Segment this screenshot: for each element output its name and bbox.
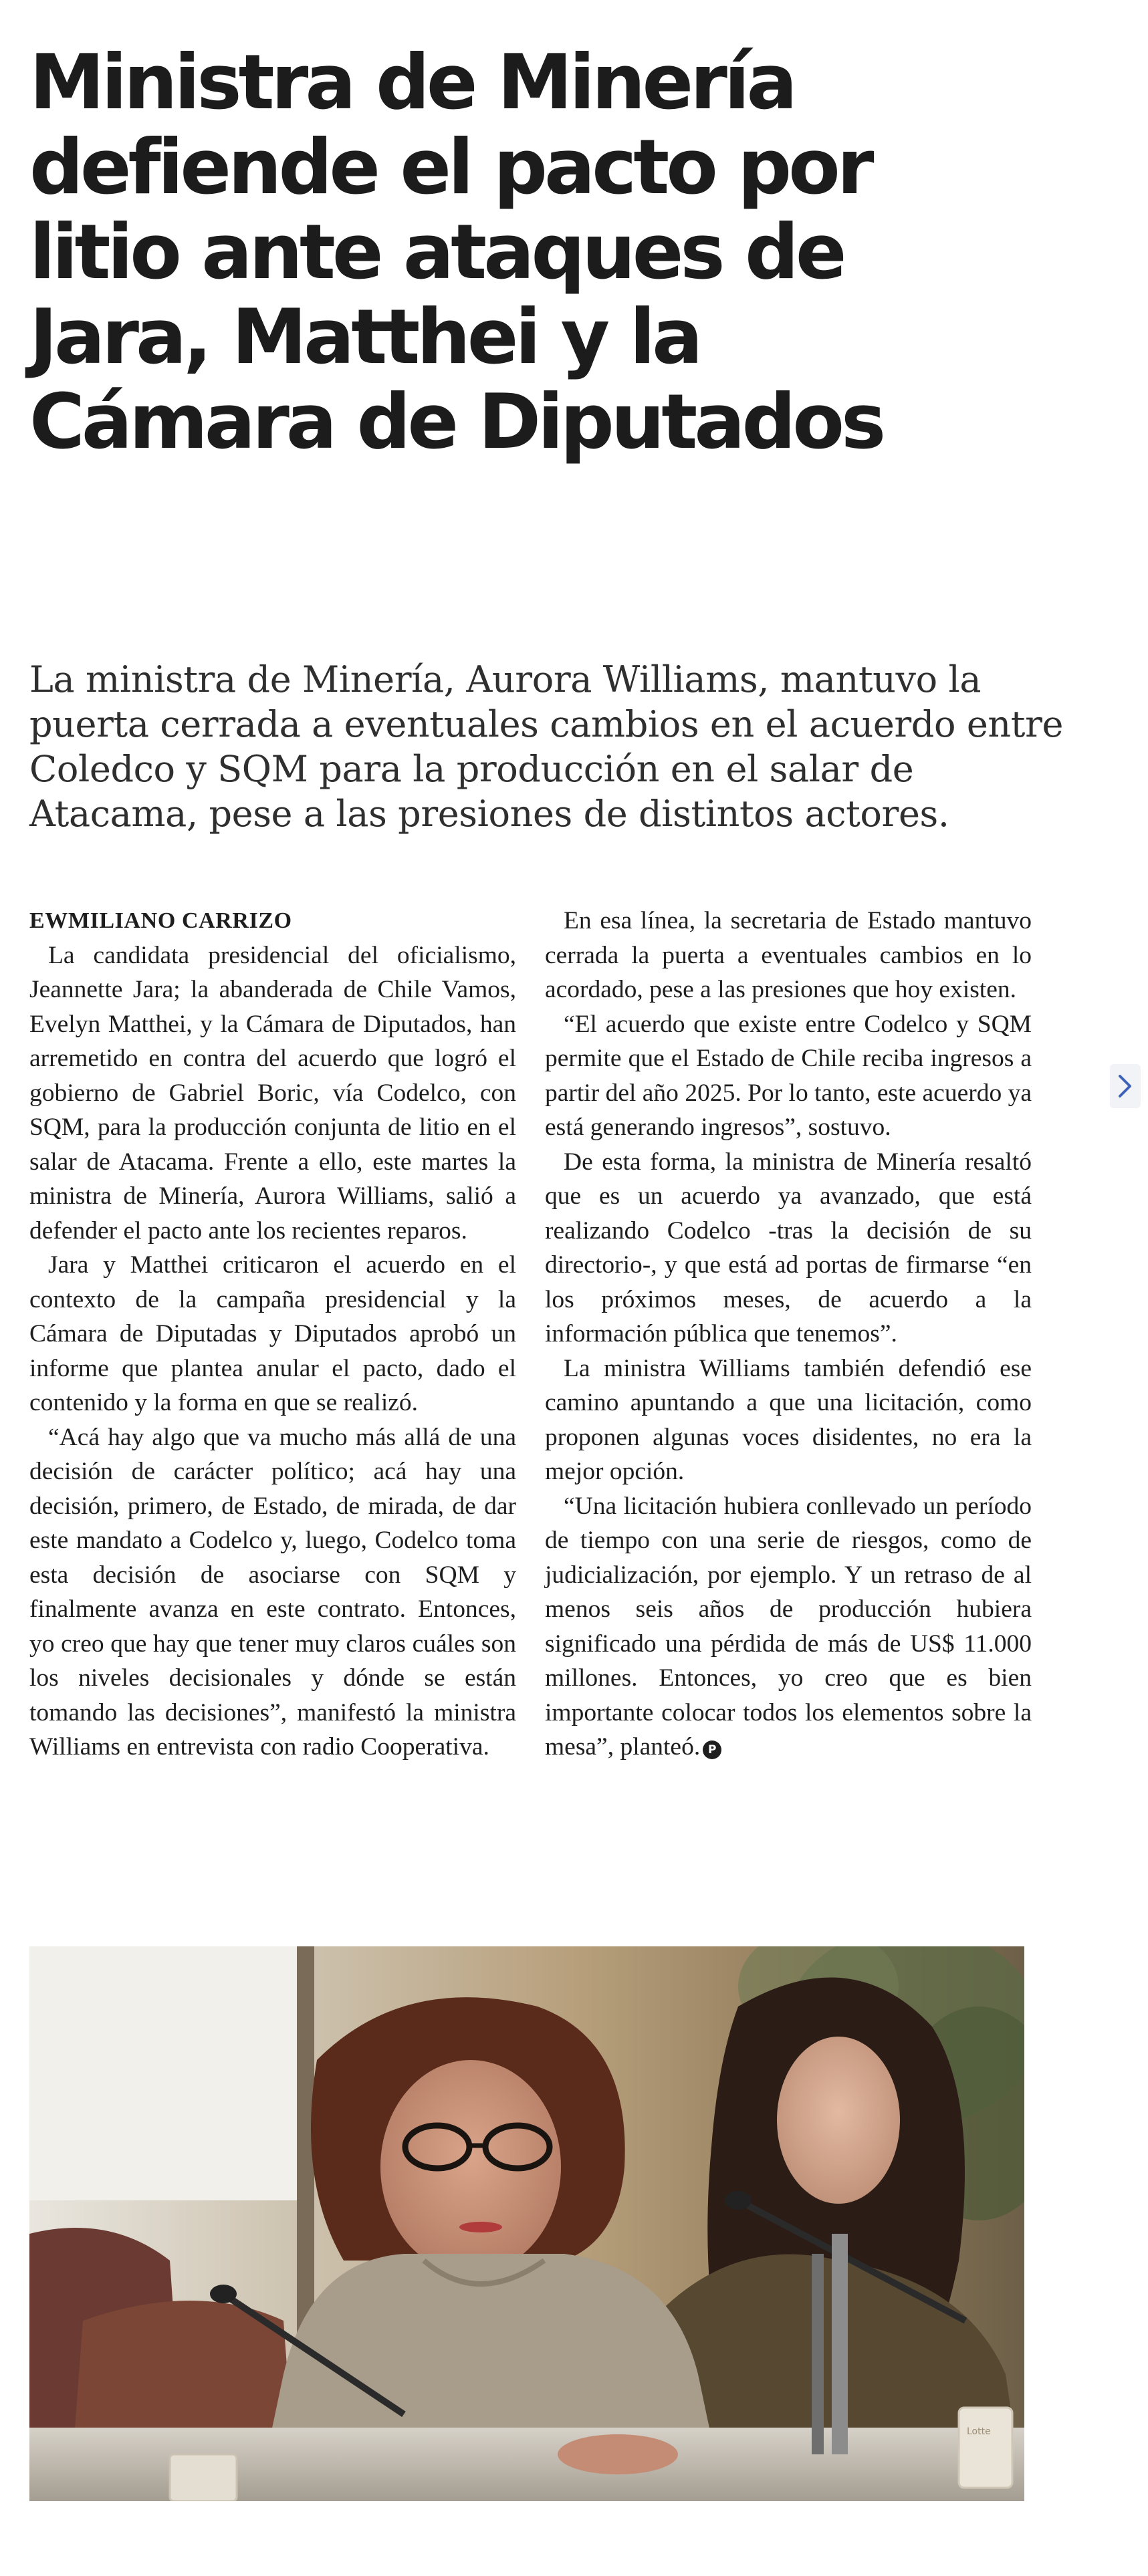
article-photo [29, 1946, 1024, 2501]
headline: Ministra de Minería defiende el pacto por litio ante ataques de Jara, Matthei y la Cámara de Diputados [29, 38, 883, 466]
body-paragraph: De esta forma, la ministra de Minería resaltó que es un acuerdo ya avanzado, que está realizando Codelco -tras la decisión de su directorio-, y que está ad portas de firmarse “en los próximos meses, de acuerdo a la información pública que tenemos”. [545, 1148, 1032, 1347]
photo-face-right [777, 2037, 900, 2204]
body-paragraph: Jara y Matthei criticaron el acuerdo en el contexto de la campaña presidencial y la Cámara de Diputadas y Diputados aprobó un informe que plantea anular el pacto, dado el contenido y la forma en que se realizó. [29, 1251, 516, 1416]
article-dek: La ministra de Minería, Aurora Williams, mantuvo la puerta cerrada a eventuales cambios en el acuerdo entre Coledco y SQM para la producción en el salar de Atacama, pese a las presiones de distintos actores. [29, 658, 1064, 835]
end-of-article-mark-icon: P [703, 1741, 721, 1759]
article-column-left [29, 904, 516, 1765]
photo-cup-label: Lotte [967, 2426, 991, 2437]
photo-cup [959, 2408, 1012, 2488]
photo-window [29, 1946, 310, 2200]
photo-illustration [29, 1946, 1024, 2501]
article-column-right [545, 904, 1032, 1765]
body-paragraph-text: “Una licitación hubiera conllevado un período de tiempo con una serie de riesgos, como de judicialización, por ejemplo. Y un retraso de al menos seis años de producción hubiera significado una pérdida de más de US$ 11.000 millones. Entonces, yo creo que es bien importante colocar todos los elementos sobre la mesa”, planteó. [545, 1492, 1032, 1761]
body-paragraph-final [545, 1489, 1032, 1765]
body-paragraph: “El acuerdo que existe entre Codelco y SQM permite que el Estado de Chile reciba ingresos a partir del año 2025. Por lo tanto, este acuerdo ya está generando ingresos”, sostuvo. [545, 1010, 1032, 1141]
body-paragraph: La ministra Williams también defendió ese camino apuntando a que una licitación, como proponen algunas voces disidentes, no era la mejor opción. [545, 1354, 1032, 1485]
body-paragraph: En esa línea, la secretaria de Estado mantuvo cerrada la puerta a eventuales cambios en lo acordado, pese a las presiones que hoy existen. [545, 907, 1032, 1003]
body-paragraph: “Acá hay algo que va mucho más allá de una decisión de carácter político; acá hay una decisión, primero, de Estado, de mirada, de dar este mandato a Codelco y, luego, Codelco toma esta decisión de asociarse con SQM y finalmente avanza en este contrato. Entonces, yo creo que hay que tener muy claros cuáles son los niveles decisionales y dónde se están tomando las decisiones”, manifestó la ministra Williams en entrevista con radio Cooperativa. [29, 1423, 516, 1761]
chevron-right-icon [1118, 1074, 1133, 1098]
next-page-button[interactable] [1110, 1064, 1141, 1108]
byline: EWMILIANO CARRIZO [29, 908, 292, 933]
body-paragraph: La candidata presidencial del oficialismo, Jeannette Jara; la abanderada de Chile Vamos, Evelyn Matthei, y la Cámara de Diputados, han arremetido en contra del acuerdo que logró el gobierno de Gabriel Boric, vía Codelco, con SQM, para la producción conjunta de litio en el salar de Atacama. Frente a ello, este martes la ministra de Minería, Aurora Williams, salió a defender el pacto ante los recientes reparos. [29, 941, 516, 1245]
